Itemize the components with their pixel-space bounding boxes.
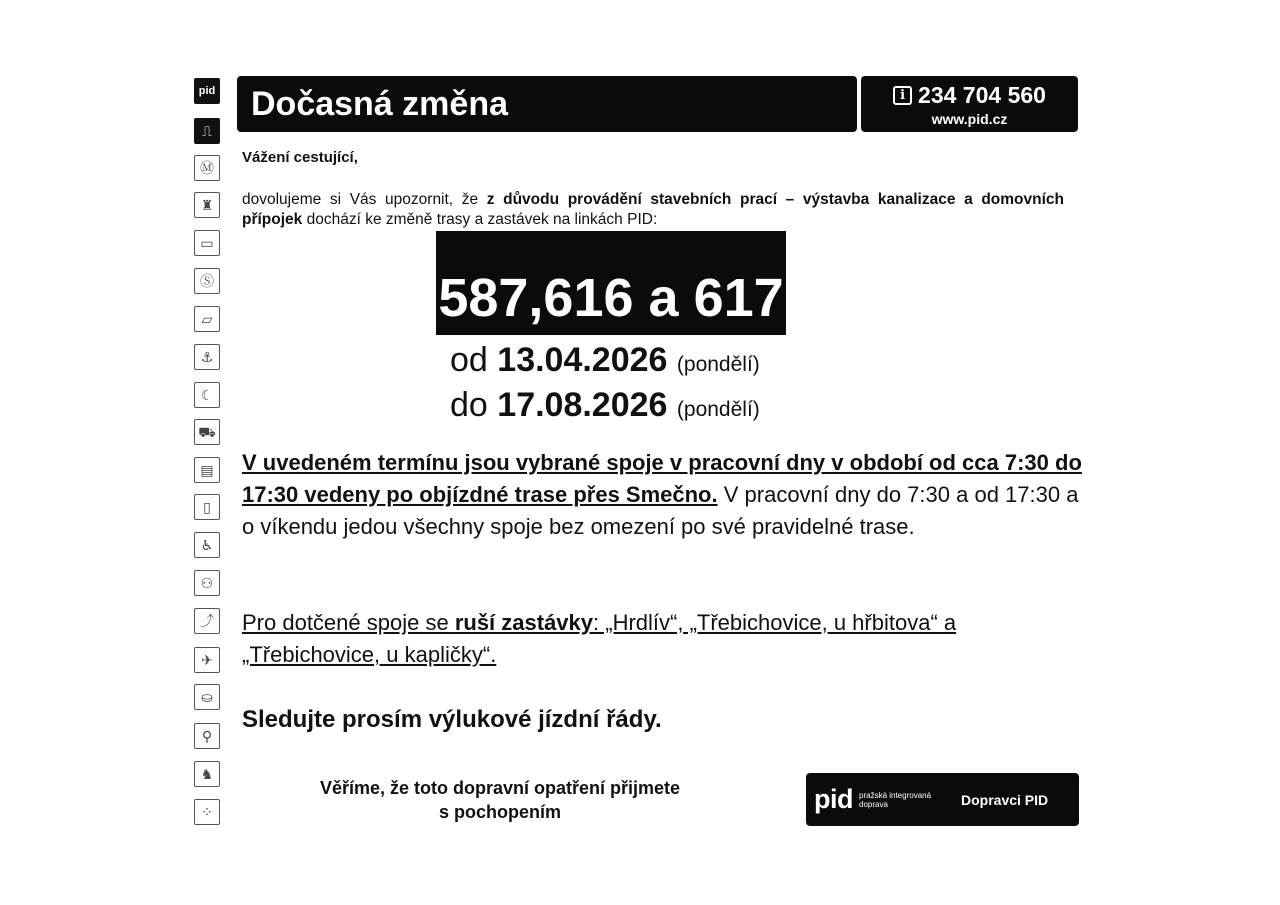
detour-paragraph: V uvedeném termínu jsou vybrané spoje v pracovní dny v období od cca 7:30 do 17:30 vedeny po objízdné trase přes Smečno. V pracovní dny do 7:30 a od 17:30 a o víkendu jedou všechny spoje bez omezení po své pravidelné trase. [242,450,1082,539]
intro-paragraph: dovolujeme si Vás upozornit, že z důvodu provádění stavebních prací – výstavba kanalizace a domovních přípojek dochází ke změně trasy a zastávek na linkách PID: [242,191,1064,228]
escalator-icon: ⤴ [194,608,220,634]
family-icon: ⚇ [194,570,220,596]
affected-lines-box [436,231,786,335]
stroller-icon: ⛀ [194,684,220,710]
date-from: od 13.04.2026 (pondělí) [450,341,760,379]
date-from-day: (pondělí) [676,353,760,376]
closing-note: Věříme, že toto dopravní opatření přijmete s pochopením [319,778,681,822]
dog-icon: ♞ [194,761,220,787]
cable-car-icon: ▱ [194,306,220,332]
footsteps-icon: ⁘ [194,799,220,825]
info-icon: i [893,86,912,105]
mobile-phone-icon: ▯ [194,494,220,520]
page-title: Dočasná změna [237,76,857,132]
ferry-anchor-icon: ⚓ [194,344,220,370]
pid-footer-logo [806,773,1079,826]
date-to-day: (pondělí) [676,398,760,421]
metro-icon: Ⓜ [194,155,220,181]
contact-box [861,76,1078,132]
regional-bus-icon: ⛟ [194,419,220,445]
ticket-icon: ▤ [194,457,220,483]
affected-lines: 587,616 a 617 [438,268,784,328]
pid-logo-icon: pid [194,78,220,104]
phone-number: 234 704 560 [918,82,1046,108]
bus-icon: ▭ [194,230,220,256]
cancelled-stops-paragraph: Pro dotčené spoje se ruší zastávky: „Hrdlív“, „Třebichovice, u hřbitova“ a „Třebichovice, u kapličky“. [242,610,957,667]
website-link[interactable]: www.pid.cz [931,111,1008,127]
greeting: Vážení cestující, [242,149,358,166]
operators-label: Dopravci PID [961,791,1049,808]
pid-logo-word: pid [814,784,853,814]
bicycle-icon: ⚲ [194,723,220,749]
s-train-icon: Ⓢ [194,268,220,294]
night-moon-icon: ☾ [194,382,220,408]
airplane-icon: ✈ [194,647,220,673]
date-from-value: 13.04.2026 [497,341,668,379]
follow-timetables: Sledujte prosím výlukové jízdní řády. [242,706,662,733]
wheelchair-icon: ♿ [194,532,220,558]
date-to: do 17.08.2026 (pondělí) [450,386,760,424]
train-symbol-icon: ⎍ [194,118,220,144]
pid-logo-subtitle: pražská integrovaná doprava [859,790,932,809]
intro-reason: z důvodu provádění stavebních prací – výstavba kanalizace a domovních přípojek [242,191,1064,228]
cancelled-stops-label: ruší zastávky [454,610,594,635]
tram-icon: ♜ [194,192,220,218]
date-to-value: 17.08.2026 [497,386,668,424]
detour-highlight: V uvedeném termínu jsou vybrané spoje v pracovní dny v období od cca 7:30 do 17:30 vedeny po objízdné trase přes Smečno. [242,450,1082,507]
